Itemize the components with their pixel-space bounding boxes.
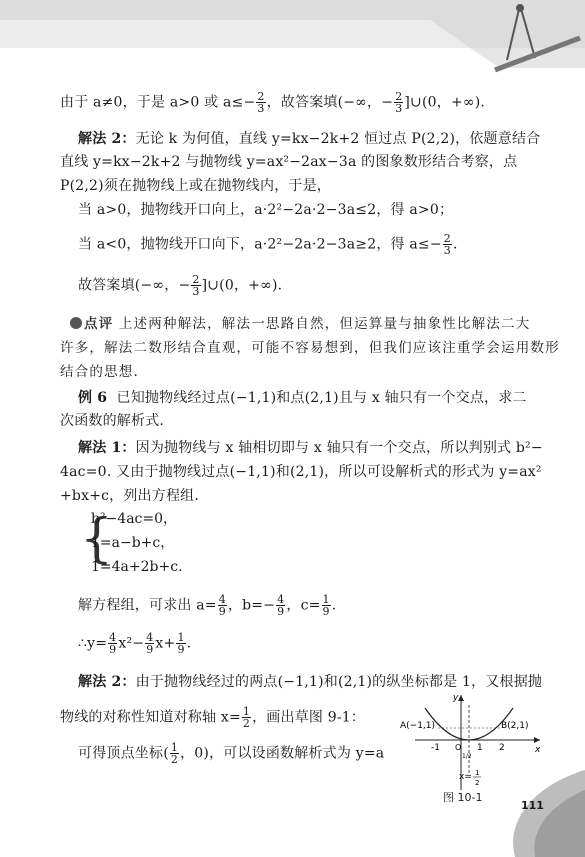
compass-ruler-icon (455, 0, 585, 90)
tick-label: 1 (477, 743, 483, 753)
y-label: y (453, 693, 459, 703)
text-line: P(2,2)须在抛物线上或在抛物线内，于是， (60, 178, 332, 194)
text-line: 次函数的解析式. (60, 413, 165, 429)
figure-caption: 图 10-1 (443, 791, 483, 804)
fraction: $\frac{4}{9}$ (218, 593, 226, 618)
text-line: 解方程组，可求出 a= $\frac{4}{9}$ ，b=− $\frac{4}{9}$ ，c= $\frac{1}{9}$ . (78, 593, 337, 618)
page-number: 111 (521, 799, 544, 812)
x-label: x (535, 745, 541, 755)
axis-frac-num: 1 (475, 769, 480, 777)
note-line: 结合的思想. (60, 364, 139, 380)
fraction: $\frac{1}{9}$ (177, 631, 185, 656)
text-line: 例 6 已知抛物线经过点(−1,1)和点(2,1)且与 x 轴只有一个交点，求二 (78, 390, 527, 406)
pin-icon (70, 317, 82, 329)
text-line: 故答案填(−∞，− $\frac{2}{3}$ ]∪(0，+∞). (78, 273, 283, 298)
fraction: $\frac{4}{9}$ (146, 631, 154, 656)
text-line: 当 a<0，抛物线开口向下，a·2²−2a·2−3a≥2，得 a≤− $\frac{2}{3}$ . (78, 232, 458, 257)
text-line: 解法 2：由于抛物线经过的两点(−1,1)和(2,1)的纵坐标都是 1，又根据抛 (78, 674, 543, 690)
equation: 1=a−b+c， (91, 535, 175, 551)
fraction: $\frac{2}{3}$ (443, 232, 451, 257)
text-line: 可得顶点坐标( $\frac{1}{2}$ ，0)，可以设函数解析式为 y=a (78, 741, 385, 766)
fraction: $\frac{1}{9}$ (322, 593, 330, 618)
tick-label: 2 (499, 743, 505, 753)
fraction: $\frac{4}{9}$ (109, 631, 117, 656)
fraction: $\frac{2}{3}$ (395, 90, 403, 115)
text-line: 4ac=0. 又由于抛物线过点(−1,1)和(2,1)，所以可设解析式的形式为 y=ax² (60, 464, 542, 480)
note-tag: 点评 (84, 316, 114, 332)
text-line: 由于 a≠0，于是 a>0 或 a≤− $\frac{2}{3}$ ，故答案填(−∞，− $\frac{2}{3}$ ]∪(0，+∞). (60, 90, 486, 115)
point-a-label: A(−1,1) (400, 721, 436, 731)
equation-brace: { (80, 509, 114, 569)
text-line: +bx+c，列出方程组. (60, 488, 200, 504)
solution-label: 解法 2： (78, 674, 136, 690)
point-b-label: B(2,1) (501, 721, 529, 731)
axis-equation: x= (459, 772, 472, 782)
text-line: ∴y= $\frac{4}{9}$ x²− $\frac{4}{9}$ x+ $\frac{1}{9}$ . (78, 631, 192, 656)
fraction: $\frac{1}{2}$ (170, 741, 179, 766)
example-label: 例 6 (78, 390, 108, 406)
text-line: 解法 2：无论 k 为何值，直线 y=kx−2k+2 恒过点 P(2,2)，依题意结合 (78, 131, 541, 147)
text-line: 直线 y=kx−2k+2 与抛物线 y=ax²−2ax−3a 的图象数形结合考察，点 (60, 154, 518, 170)
axis-frac-den: 2 (475, 779, 480, 787)
tick-label: -1 (431, 743, 440, 753)
solution-label: 解法 1： (78, 440, 136, 456)
fraction: $\frac{2}{3}$ (192, 273, 200, 298)
fraction: $\frac{1}{2}$ (242, 705, 251, 730)
equation: b²−4ac=0， (91, 511, 178, 527)
tick-label: 1/2 (462, 753, 472, 760)
text-line: 解法 1：因为抛物线与 x 轴相切即与 x 轴只有一个交点，所以判别式 b²− (78, 440, 543, 456)
note-line: 许多，解法二数形结合直观，可能不容易想到，但我们应该注重学会运用数形 (60, 340, 560, 356)
text-line: 当 a>0，抛物线开口向上，a·2²−2a·2−3a≤2，得 a>0； (78, 202, 454, 218)
fraction: $\frac{2}{3}$ (257, 90, 265, 115)
fraction: $\frac{4}{9}$ (277, 593, 285, 618)
note-line: 点评 上述两种解法，解法一思路自然，但运算量与抽象性比解法二大 (70, 314, 550, 334)
solution-label: 解法 2： (78, 131, 136, 147)
equation: 1=4a+2b+c. (91, 559, 183, 575)
text-line: 物线的对称性知道对称轴 x= $\frac{1}{2}$ ，画出草图 9-1： (60, 705, 366, 730)
origin-label: O (455, 743, 462, 752)
